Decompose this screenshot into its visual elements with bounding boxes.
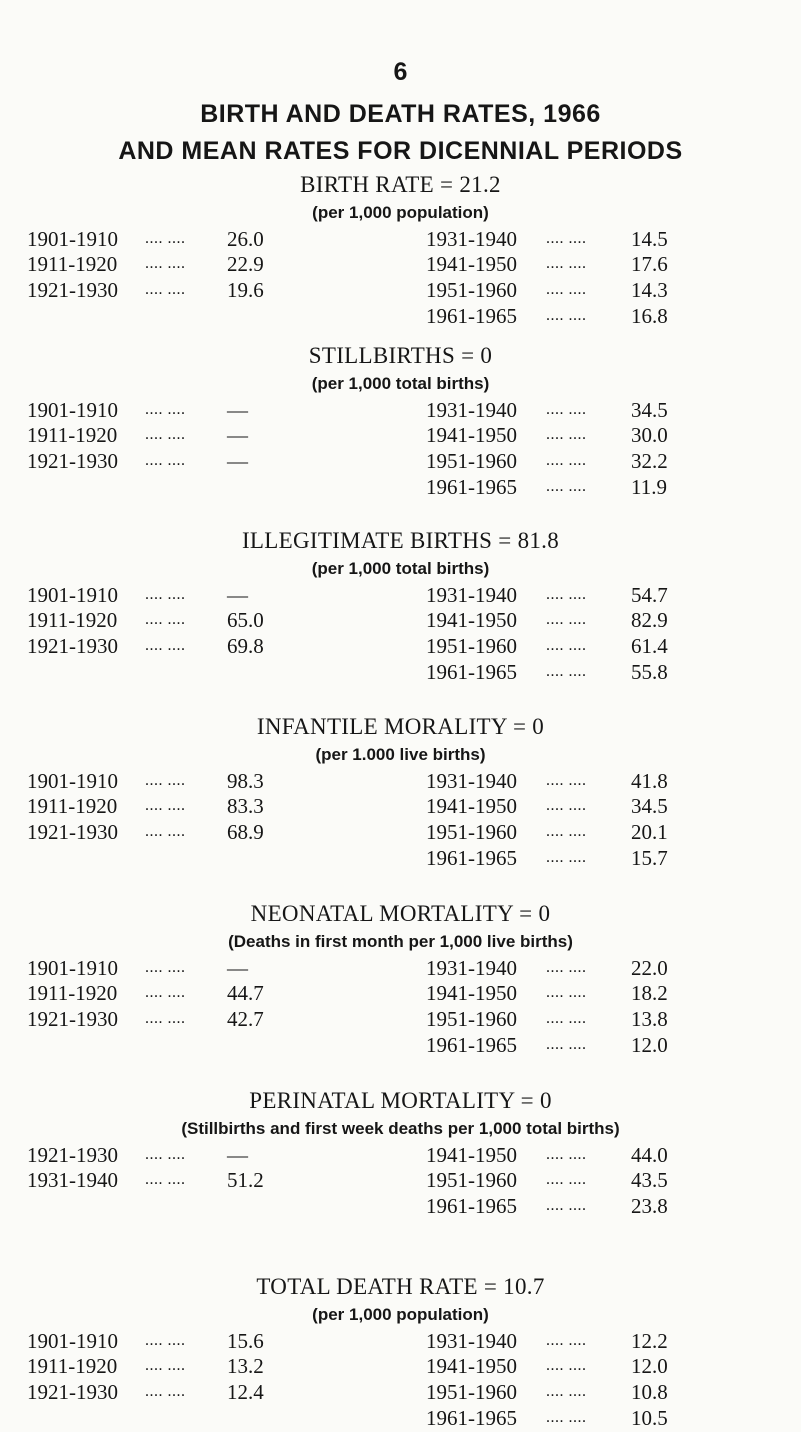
- rate-value: 98.3: [227, 769, 264, 793]
- rate-value: 12.4: [227, 1380, 264, 1404]
- rate-value: 54.7: [631, 583, 668, 607]
- dot-leader: .... ....: [145, 401, 186, 418]
- rate-value: 13.2: [227, 1354, 264, 1378]
- section-subheading: (per 1,000 total births): [311, 374, 490, 393]
- period-label: 1961-1965: [426, 1406, 517, 1430]
- rate-value: —: [227, 583, 248, 607]
- period-label: 1921-1930: [27, 1007, 118, 1031]
- section-heading: TOTAL DEATH RATE = 10.7: [256, 1274, 545, 1299]
- dot-leader: .... ....: [145, 255, 186, 272]
- dot-leader: .... ....: [546, 959, 587, 976]
- rate-value: 32.2: [631, 449, 668, 473]
- period-label: 1901-1910: [27, 227, 118, 251]
- period-label: 1901-1910: [27, 769, 118, 793]
- rate-value: 83.3: [227, 794, 264, 818]
- dot-leader: .... ....: [546, 1010, 587, 1027]
- period-label: 1941-1950: [426, 608, 517, 632]
- rate-value: 44.7: [227, 981, 264, 1005]
- rate-value: 14.5: [631, 227, 668, 251]
- rate-value: 18.2: [631, 981, 668, 1005]
- period-label: 1951-1960: [426, 1168, 517, 1192]
- dot-leader: .... ....: [145, 426, 186, 443]
- period-label: 1951-1960: [426, 1007, 517, 1031]
- period-label: 1961-1965: [426, 304, 517, 328]
- period-label: 1931-1940: [426, 1329, 517, 1353]
- rate-value: 34.5: [631, 794, 668, 818]
- period-label: 1941-1950: [426, 981, 517, 1005]
- rate-value: 55.8: [631, 660, 668, 684]
- rate-value: 41.8: [631, 769, 668, 793]
- period-label: 1921-1930: [27, 1380, 118, 1404]
- period-label: 1931-1940: [27, 1168, 118, 1192]
- period-label: 1951-1960: [426, 278, 517, 302]
- period-label: 1961-1965: [426, 660, 517, 684]
- period-label: 1911-1920: [27, 1354, 118, 1378]
- period-label: 1921-1930: [27, 278, 118, 302]
- rate-value: 26.0: [227, 227, 264, 251]
- period-label: 1961-1965: [426, 1194, 517, 1218]
- dot-leader: .... ....: [145, 281, 186, 298]
- dot-leader: .... ....: [145, 611, 186, 628]
- rate-value: 15.7: [631, 846, 668, 870]
- rate-value: —: [227, 398, 248, 422]
- period-label: 1931-1940: [426, 956, 517, 980]
- page-title: BIRTH AND DEATH RATES, 1966: [200, 100, 601, 128]
- period-label: 1901-1910: [27, 398, 118, 422]
- section-subheading: (per 1,000 population): [312, 203, 489, 222]
- dot-leader: .... ....: [546, 772, 587, 789]
- rate-value: 17.6: [631, 252, 668, 276]
- dot-leader: .... ....: [546, 478, 587, 495]
- rate-value: —: [227, 956, 248, 980]
- rate-value: 61.4: [631, 634, 668, 658]
- rate-value: 42.7: [227, 1007, 264, 1031]
- period-label: 1941-1950: [426, 1143, 517, 1167]
- dot-leader: .... ....: [546, 1146, 587, 1163]
- dot-leader: .... ....: [546, 1409, 587, 1426]
- rate-value: 22.0: [631, 956, 668, 980]
- dot-leader: .... ....: [145, 1383, 186, 1400]
- period-label: 1901-1910: [27, 583, 118, 607]
- rate-value: 20.1: [631, 820, 668, 844]
- rate-value: 69.8: [227, 634, 264, 658]
- rate-value: 12.0: [631, 1033, 668, 1057]
- dot-leader: .... ....: [546, 611, 587, 628]
- period-label: 1911-1920: [27, 981, 118, 1005]
- dot-leader: .... ....: [546, 1383, 587, 1400]
- rate-value: 11.9: [631, 475, 667, 499]
- rate-value: 51.2: [227, 1168, 264, 1192]
- dot-leader: .... ....: [145, 637, 186, 654]
- period-label: 1931-1940: [426, 583, 517, 607]
- rate-value: 23.8: [631, 1194, 668, 1218]
- dot-leader: .... ....: [546, 255, 587, 272]
- period-label: 1941-1950: [426, 1354, 517, 1378]
- period-label: 1951-1960: [426, 634, 517, 658]
- rate-value: 68.9: [227, 820, 264, 844]
- dot-leader: .... ....: [145, 823, 186, 840]
- dot-leader: .... ....: [546, 849, 587, 866]
- dot-leader: .... ....: [145, 984, 186, 1001]
- dot-leader: .... ....: [145, 586, 186, 603]
- page-number: 6: [393, 58, 408, 86]
- rate-value: 22.9: [227, 252, 264, 276]
- period-label: 1961-1965: [426, 475, 517, 499]
- period-label: 1921-1930: [27, 449, 118, 473]
- rate-value: 43.5: [631, 1168, 668, 1192]
- section-heading: INFANTILE MORALITY = 0: [256, 714, 545, 739]
- dot-leader: .... ....: [546, 1197, 587, 1214]
- period-label: 1931-1940: [426, 769, 517, 793]
- rate-value: —: [227, 1143, 248, 1167]
- dot-leader: .... ....: [546, 401, 587, 418]
- period-label: 1921-1930: [27, 820, 118, 844]
- section-subheading: (Deaths in first month per 1,000 live births): [228, 932, 573, 951]
- period-label: 1931-1940: [426, 227, 517, 251]
- period-label: 1951-1960: [426, 820, 517, 844]
- period-label: 1911-1920: [27, 423, 118, 447]
- dot-leader: .... ....: [546, 1171, 587, 1188]
- page-subtitle: AND MEAN RATES FOR DICENNIAL PERIODS: [118, 137, 683, 165]
- section-heading: STILLBIRTHS = 0: [308, 343, 493, 368]
- rate-value: 10.5: [631, 1406, 668, 1430]
- period-label: 1911-1920: [27, 608, 118, 632]
- rate-value: 19.6: [227, 278, 264, 302]
- period-label: 1951-1960: [426, 1380, 517, 1404]
- dot-leader: .... ....: [145, 1332, 186, 1349]
- section-heading: PERINATAL MORTALITY = 0: [249, 1088, 552, 1113]
- rate-value: 16.8: [631, 304, 668, 328]
- section-subheading: (Stillbirths and first week deaths per 1,000 total births): [181, 1119, 620, 1138]
- period-label: 1911-1920: [27, 794, 118, 818]
- dot-leader: .... ....: [546, 307, 587, 324]
- rate-value: 14.3: [631, 278, 668, 302]
- dot-leader: .... ....: [145, 1146, 186, 1163]
- rate-value: 44.0: [631, 1143, 668, 1167]
- rate-value: 10.8: [631, 1380, 668, 1404]
- period-label: 1941-1950: [426, 423, 517, 447]
- dot-leader: .... ....: [546, 230, 587, 247]
- rate-value: 12.0: [631, 1354, 668, 1378]
- period-label: 1901-1910: [27, 1329, 118, 1353]
- dot-leader: .... ....: [546, 823, 587, 840]
- dot-leader: .... ....: [145, 452, 186, 469]
- dot-leader: .... ....: [546, 797, 587, 814]
- rate-value: 34.5: [631, 398, 668, 422]
- dot-leader: .... ....: [145, 772, 186, 789]
- period-label: 1961-1965: [426, 1033, 517, 1057]
- dot-leader: .... ....: [546, 452, 587, 469]
- section-heading: BIRTH RATE = 21.2: [300, 172, 501, 197]
- rate-value: 30.0: [631, 423, 668, 447]
- dot-leader: .... ....: [546, 1357, 587, 1374]
- rate-value: 12.2: [631, 1329, 668, 1353]
- dot-leader: .... ....: [546, 984, 587, 1001]
- dot-leader: .... ....: [546, 426, 587, 443]
- dot-leader: .... ....: [145, 1010, 186, 1027]
- period-label: 1961-1965: [426, 846, 517, 870]
- section-subheading: (per 1,000 total births): [311, 559, 490, 578]
- dot-leader: .... ....: [546, 281, 587, 298]
- section-subheading: (per 1,000 population): [312, 1305, 489, 1324]
- dot-leader: .... ....: [546, 586, 587, 603]
- period-label: 1911-1920: [27, 252, 118, 276]
- section-subheading: (per 1.000 live births): [315, 745, 486, 764]
- rate-value: 13.8: [631, 1007, 668, 1031]
- dot-leader: .... ....: [546, 663, 587, 680]
- period-label: 1941-1950: [426, 252, 517, 276]
- dot-leader: .... ....: [145, 230, 186, 247]
- period-label: 1921-1930: [27, 1143, 118, 1167]
- period-label: 1901-1910: [27, 956, 118, 980]
- rate-value: 82.9: [631, 608, 668, 632]
- dot-leader: .... ....: [145, 1171, 186, 1188]
- dot-leader: .... ....: [546, 1332, 587, 1349]
- section-heading: ILLEGITIMATE BIRTHS = 81.8: [241, 528, 560, 553]
- rate-value: —: [227, 423, 248, 447]
- rate-value: 65.0: [227, 608, 264, 632]
- dot-leader: .... ....: [546, 637, 587, 654]
- section-heading: NEONATAL MORTALITY = 0: [250, 901, 551, 926]
- dot-leader: .... ....: [546, 1036, 587, 1053]
- dot-leader: .... ....: [145, 1357, 186, 1374]
- rate-value: 15.6: [227, 1329, 264, 1353]
- dot-leader: .... ....: [145, 797, 186, 814]
- period-label: 1941-1950: [426, 794, 517, 818]
- dot-leader: .... ....: [145, 959, 186, 976]
- period-label: 1921-1930: [27, 634, 118, 658]
- period-label: 1931-1940: [426, 398, 517, 422]
- rate-value: —: [227, 449, 248, 473]
- period-label: 1951-1960: [426, 449, 517, 473]
